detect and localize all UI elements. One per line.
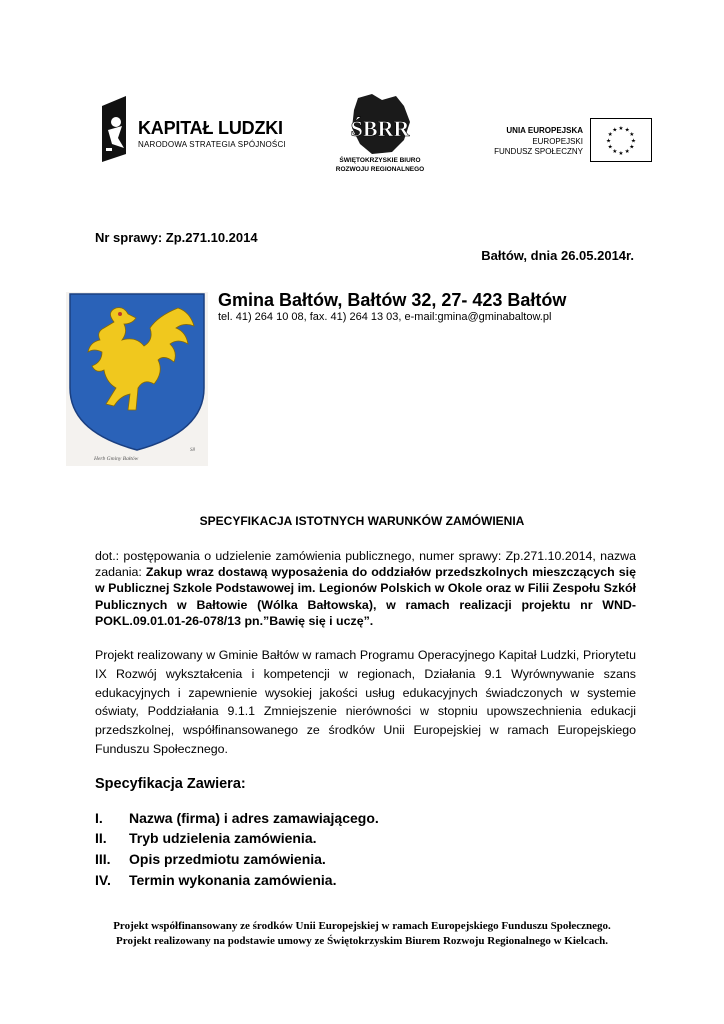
sbrr-name-line1: ŚWIĘTOKRZYSKIE BIURO (339, 157, 421, 164)
toc-item-number: II. (95, 830, 107, 846)
eu-star-icon: ★ (606, 138, 612, 145)
toc-item-number: I. (95, 810, 103, 826)
eu-star-icon: ★ (618, 150, 624, 157)
eu-star-icon: ★ (630, 138, 636, 145)
document-title: SPECYFIKACJA ISTOTNYCH WARUNKÓW ZAMÓWIENIA (199, 514, 525, 528)
organization-contact: tel. 41) 264 10 08, fax. 41) 264 13 03, e-mail:gmina@gminabaltow.pl (218, 311, 552, 323)
sbrr-mark-text: ŚBRR (350, 116, 410, 141)
toc-item-text: Termin wykonania zamówienia. (129, 872, 337, 888)
toc-item (95, 851, 326, 867)
kapital-ludzki-subtitle: NARODOWA STRATEGIA SPÓJNOŚCI (138, 140, 286, 149)
eu-flag-icon (590, 118, 652, 162)
eu-star-icon: ★ (618, 125, 624, 132)
eu-star-icon: ★ (607, 132, 613, 139)
paragraph-project-info: Projekt realizowany w Gminie Bałtów w ramach Programu Operacyjnego Kapitał Ludzki, Priorytetu IX Rozwój wykształcenia i kompetencji w regionach, Działania 9.1 Wyrównywanie szans edukacyjnych i zapewnienie wysokiej jakości usług edukacyjnych świadczonych w systemie oświaty, Poddziałania 9.1.1 Zmniejszenie nierówności w stopniu upowszechnienia edukacji przedszkolnej, współfinansowanego ze środków Unii Europejskiej w ramach Europejskiego Funduszu Społecznego. (95, 648, 636, 756)
toc-item-text: Opis przedmiotu zamówienia. (129, 851, 326, 867)
footer-cofinancing-note: Projekt współfinansowany ze środków Unii Europejskiej w ramach Europejskiego Funduszu Społecznego. (113, 920, 611, 932)
toc-item (95, 830, 317, 846)
footer-agreement-note: Projekt realizowany na podstawie umowy ze Świętokrzyskim Biurem Rozwoju Regionalnego w Kielcach. (116, 935, 608, 947)
kapital-ludzki-title: KAPITAŁ LUDZKI (138, 118, 283, 138)
eu-star-icon: ★ (624, 149, 630, 156)
toc-item (95, 810, 379, 826)
crest-shield-icon (66, 292, 208, 452)
eu-line2: EUROPEJSKI (532, 137, 583, 146)
municipality-crest (66, 292, 208, 466)
eu-star-icon: ★ (624, 127, 630, 134)
eu-logo (480, 118, 655, 166)
sbrr-emblem-icon (338, 92, 422, 156)
eu-star-icon: ★ (612, 149, 618, 156)
eu-star-icon: ★ (612, 127, 618, 134)
paragraph-reference-intro: dot.: postępowania o udzielenie zamówienia publicznego, numer sprawy: Zp.271.10.2014, nazwa zadania: (95, 549, 636, 580)
crest-signature: S8 (190, 448, 195, 453)
place-and-date: Bałtów, dnia 26.05.2014r. (481, 248, 634, 263)
sbrr-logo (330, 92, 430, 182)
paragraph-reference (95, 548, 636, 629)
toc-item-text: Tryb udzielenia zamówienia. (129, 830, 317, 846)
crest-caption: Herb Gminy Bałtów (94, 456, 139, 462)
toc-item-number: III. (95, 851, 111, 867)
toc-item-text: Nazwa (firma) i adres zamawiającego. (129, 810, 379, 826)
toc-item (95, 872, 336, 888)
eu-line1: UNIA EUROPEJSKA (506, 126, 583, 135)
eu-star-icon: ★ (629, 132, 635, 139)
eu-star-icon: ★ (629, 144, 635, 151)
specification-heading: Specyfikacja Zawiera: (95, 776, 246, 792)
organization-name: Gmina Bałtów, Bałtów 32, 27- 423 Bałtów (218, 290, 567, 310)
kapital-ludzki-emblem-icon (96, 96, 130, 162)
eu-line3: FUNDUSZ SPOŁECZNY (494, 147, 583, 156)
kapital-ludzki-logo (96, 96, 286, 162)
toc-item-number: IV. (95, 872, 111, 888)
task-name: Zakup wraz dostawą wyposażenia do oddziałów przedszkolnych mieszczących się w Publicznej Szkole Podstawowej im. Legionów Polskich w Okole oraz w Filii Zespołu Szkół Publicznych w Bałtowie (Wólka Bałtowska), w ramach realizacji projektu nr WND-POKL.09.01.01-26-078/13 pn.”Bawię się i uczę”. (95, 565, 636, 628)
eu-star-icon: ★ (607, 144, 613, 151)
sbrr-name-line2: ROZWOJU REGIONALNEGO (335, 166, 425, 173)
case-number: Nr sprawy: Zp.271.10.2014 (95, 230, 258, 245)
